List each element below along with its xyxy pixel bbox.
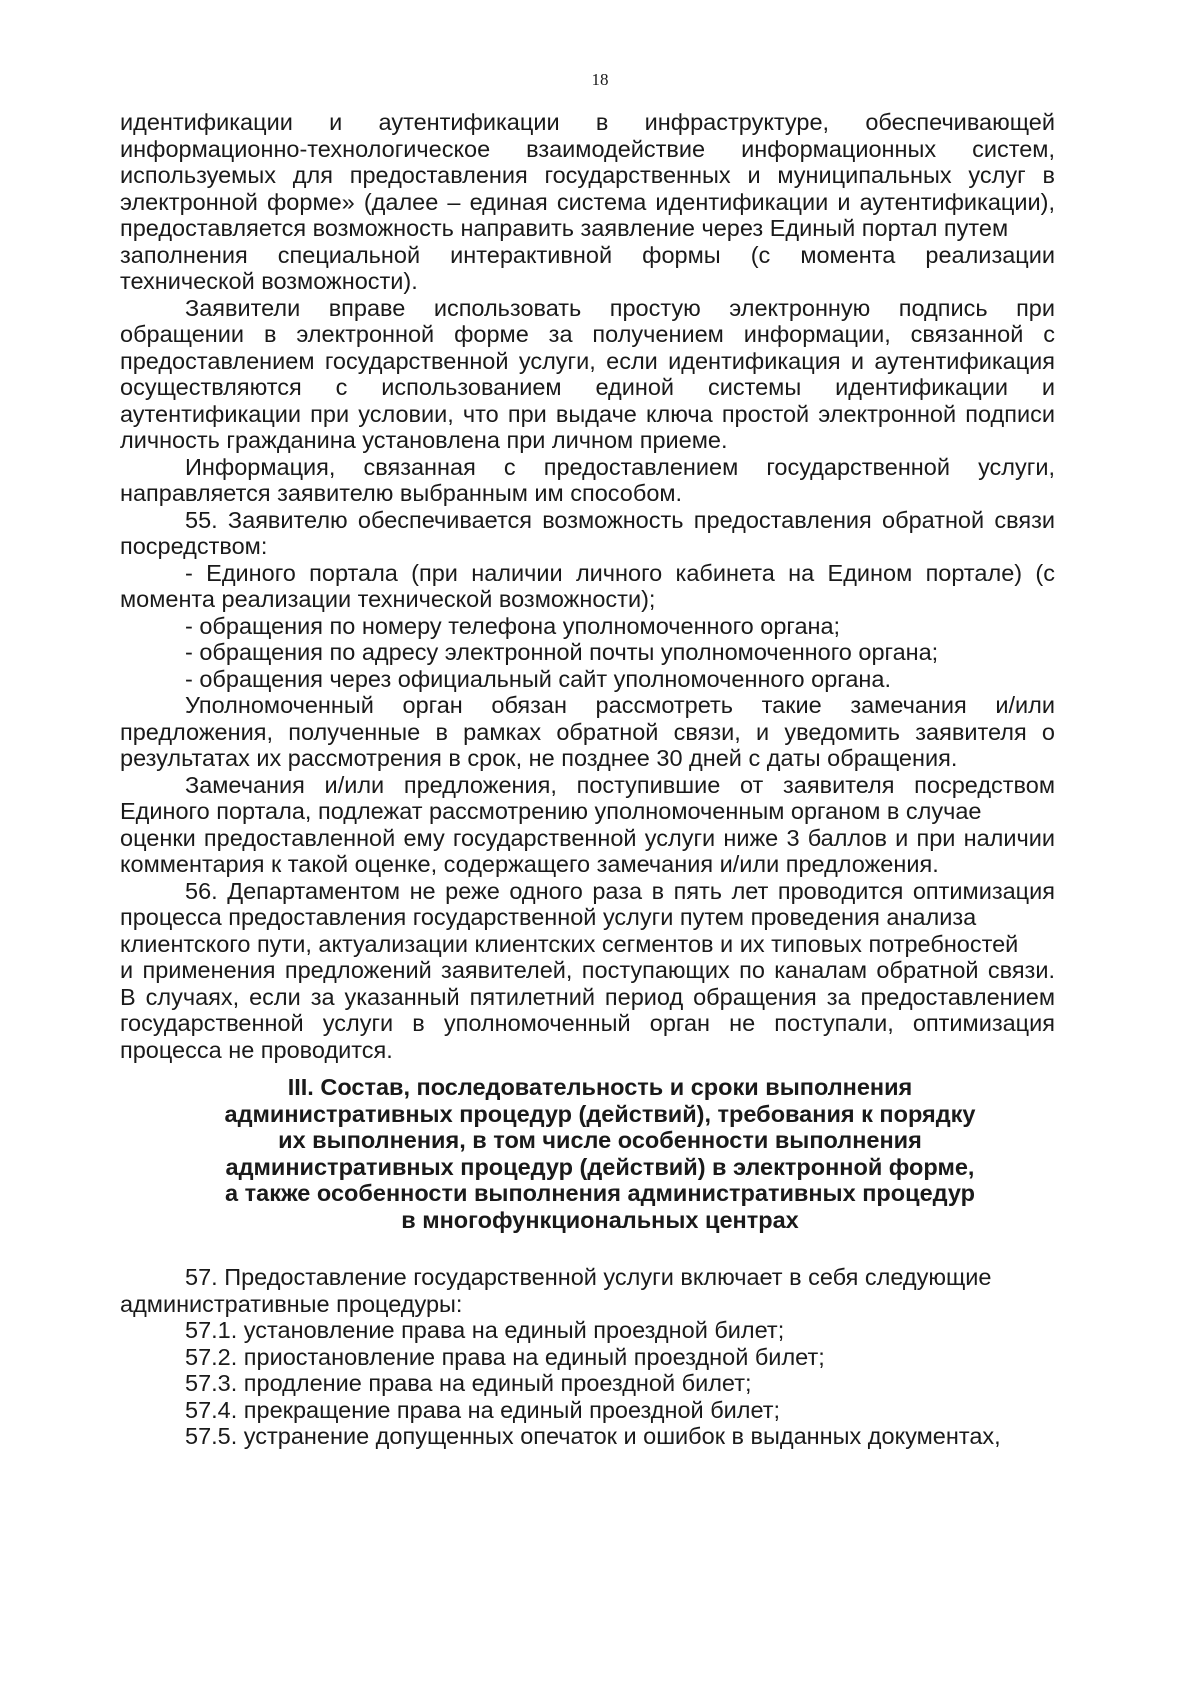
text-line: оценки предоставленной ему государственной услуги ниже 3 баллов и при наличии (120, 824, 1055, 851)
text-line: 57.3. продление права на единый проездной билет; (185, 1370, 752, 1396)
section-heading-line: административных процедур (действий) в электронной форме, (225, 1153, 975, 1180)
text-line: - обращения по номеру телефона уполномоченного органа; (185, 612, 841, 639)
page-number: 18 (591, 70, 609, 89)
text-line: технической возможности). (120, 268, 418, 294)
text-line: направляется заявителю выбранным им способом. (120, 480, 683, 506)
text-line: Единого портала, подлежат рассмотрению уполномоченным органом в случае (120, 798, 982, 824)
text-line: предоставляется возможность направить заявление через Единый портал путем (120, 215, 1009, 241)
text-line: информационно-технологическое взаимодействие информационных систем, (120, 135, 1055, 162)
text-line: результатах их рассмотрения в срок, не позднее 30 дней с даты обращения. (120, 745, 958, 771)
text-line: процесса предоставления государственной услуги путем проведения анализа (120, 904, 977, 930)
text-line: заполнения специальной интерактивной формы (с момента реализации (120, 241, 1055, 268)
text-line: Уполномоченный орган обязан рассмотреть такие замечания и/или (185, 692, 1055, 718)
text-line: административные процедуры: (120, 1290, 463, 1317)
section-heading-line: административных процедур (действий), требования к порядку (224, 1100, 976, 1127)
text-line: В случаях, если за указанный пятилетний период обращения за предоставлением (120, 983, 1055, 1010)
text-line: личность гражданина установлена при личном приеме. (120, 427, 728, 453)
text-line: - обращения по адресу электронной почты уполномоченного органа; (185, 639, 939, 665)
text-line: - обращения через официальный сайт уполномоченного органа. (185, 665, 891, 692)
text-line: 57. Предоставление государственной услуги включает в себя следующие (185, 1264, 992, 1290)
text-line: 57.2. приостановление права на единый проездной билет; (185, 1343, 825, 1370)
section-heading-line: а также особенности выполнения административных процедур (225, 1180, 975, 1206)
text-line: Замечания и/или предложения, поступившие от заявителя посредством (185, 771, 1055, 798)
text-line: государственной услуги в уполномоченный орган не поступали, оптимизация (120, 1010, 1055, 1036)
text-line: 57.4. прекращение права на единый проездной билет; (185, 1396, 781, 1423)
text-line: предоставлением государственной услуги, если идентификация и аутентификация (120, 347, 1055, 374)
text-line: аутентификации при условии, что при выдаче ключа простой электронной подписи (120, 400, 1055, 427)
text-line: 57.1. установление права на единый проездной билет; (185, 1317, 785, 1343)
section-heading-line: III. Состав, последовательность и сроки выполнения (287, 1074, 913, 1100)
text-line: Заявители вправе использовать простую электронную подпись при (185, 294, 1055, 321)
text-line: идентификации и аутентификации в инфраструктуре, обеспечивающей (120, 109, 1055, 135)
text-line: Информация, связанная с предоставлением государственной услуги, (185, 453, 1055, 480)
section-heading-line: их выполнения, в том числе особенности выполнения (278, 1127, 922, 1153)
text-line: 56. Департаментом не реже одного раза в пять лет проводится оптимизация (185, 877, 1055, 904)
text-line: 55. Заявителю обеспечивается возможность предоставления обратной связи (185, 506, 1055, 533)
text-line: момента реализации технической возможности); (120, 586, 656, 612)
text-line: клиентского пути, актуализации клиентских сегментов и их типовых потребностей (120, 930, 1019, 957)
text-line: электронной форме» (далее – единая система идентификации и аутентификации), (120, 188, 1055, 215)
section-heading-line: в многофункциональных центрах (401, 1206, 799, 1233)
text-line: и применения предложений заявителей, поступающих по каналам обратной связи. (120, 957, 1055, 983)
text-line: процесса не проводится. (120, 1036, 393, 1063)
text-line: 57.5. устранение допущенных опечаток и ошибок в выданных документах, (185, 1423, 1001, 1449)
text-line: комментария к такой оценке, содержащего замечания и/или предложения. (120, 851, 939, 877)
text-line: осуществляются с использованием единой системы идентификации и (120, 374, 1055, 400)
text-line: предложения, полученные в рамках обратной связи, и уведомить заявителя о (120, 718, 1055, 745)
text-line: посредством: (120, 533, 268, 559)
text-line: используемых для предоставления государственных и муниципальных услуг в (120, 162, 1055, 188)
text-line: - Единого портала (при наличии личного кабинета на Едином портале) (с (185, 559, 1055, 586)
text-line: обращении в электронной форме за получением информации, связанной с (120, 321, 1055, 347)
